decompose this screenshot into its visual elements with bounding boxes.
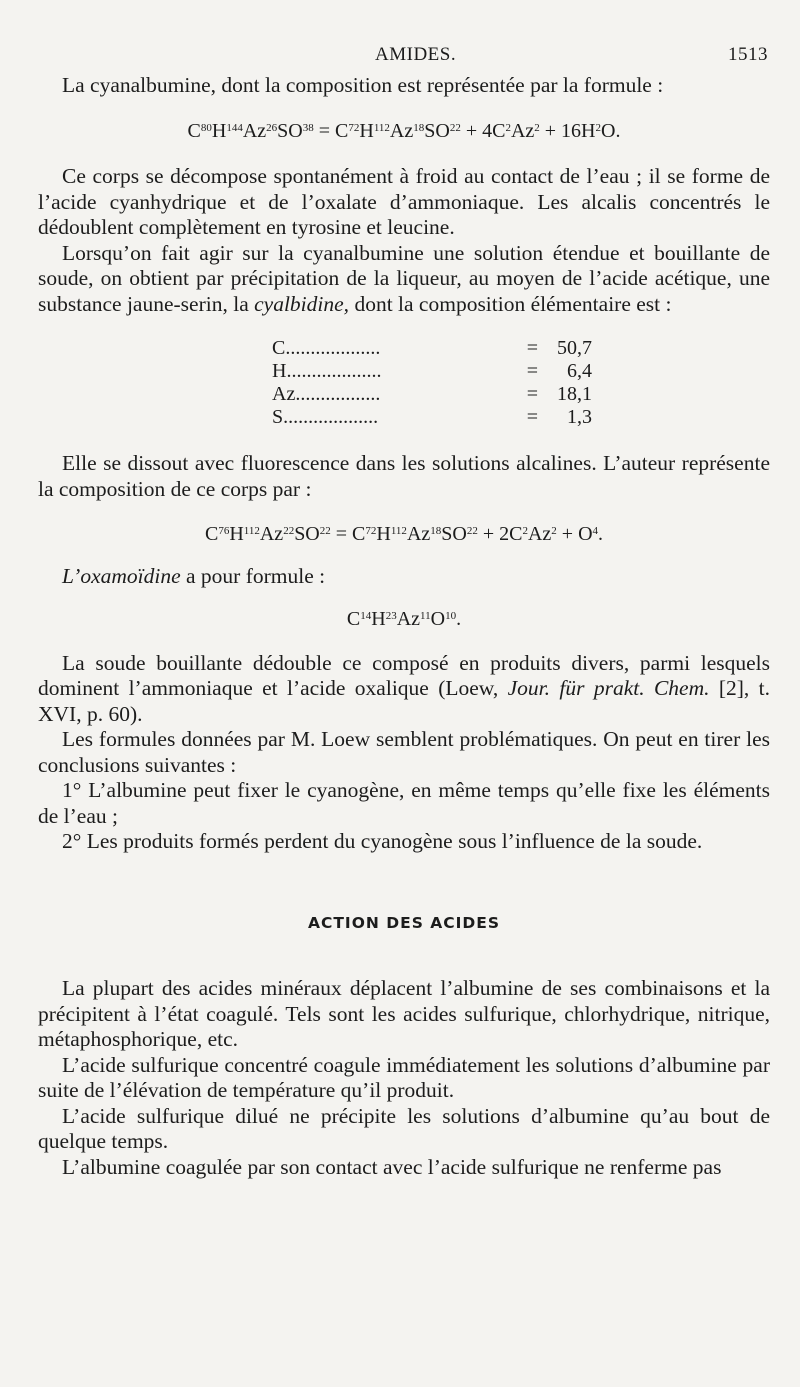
running-title: AMIDES. [375, 44, 457, 65]
paragraph: Elle se dissout avec fluorescence dans les solutions alcalines. L’auteur représente la composition de ce corps par : [38, 451, 770, 501]
paragraph: La soude bouillante dédouble ce composé en produits divers, parmi lesquels dominent l’ammoniaque et l’acide oxalique (Loew, Jour. für prakt. Chem. [2], t. XVI, p. 60). [38, 650, 770, 726]
formula-oxamoidine: $C^{14}H^{23}Az^{11}O^{10}$. [346, 608, 462, 630]
paragraph: L’acide sulfurique concentré coagule immédiatement les solutions d’albumine par suite de l’élévation de température qu’il produit. [38, 1052, 770, 1102]
elemental-analysis [272, 337, 592, 429]
paragraph: L’acide sulfurique dilué ne précipite les solutions d’albumine qu’au bout de quelque temps. [38, 1103, 770, 1153]
paragraph: Les formules données par M. Loew semblent problématiques. On peut en tirer les conclusions suivantes : [38, 727, 770, 777]
analysis-row: C................... = 50,7 [272, 337, 592, 359]
paragraph: 2° Les produits formés perdent du cyanogène sous l’influence de la soude. [62, 829, 703, 853]
paragraph: Lorsqu’on fait agir sur la cyanalbumine une solution étendue et bouillante de soude, on obtient par précipitation de la liqueur, au moyen de l’acide acétique, une substance jaune-serin, la cyalbidine, dont la composition élémentaire est : [38, 240, 770, 316]
paragraph: L’oxamoïdine a pour formule : [62, 563, 326, 588]
section-heading: ACTION DES ACIDES [307, 913, 501, 932]
paragraph: La cyanalbumine, dont la composition est représentée par la formule : [62, 73, 664, 97]
page-number: 1513 [728, 44, 768, 65]
italic-term: L’oxamoïdine [62, 563, 181, 588]
paragraph: Ce corps se décompose spontanément à froid au contact de l’eau ; il se forme de l’acide cyanhydrique et de l’oxalate d’ammoniaque. Les alcalis concentrés le dédoublent complètement en tyrosine et leucine. [38, 164, 770, 239]
citation-title: Jour. für prakt. Chem. [507, 676, 710, 700]
analysis-row: S................... = 1,3 [272, 406, 592, 428]
analysis-row: Az................. = 18,1 [272, 383, 592, 405]
page-header [0, 44, 800, 68]
formula-cyalbidine: $C^{76}H^{112}Az^{22}SO^{22} = C^{72}H^{112}Az^{18}SO^{22} + 2C^2Az^2 + O^4$. [204, 523, 604, 545]
paragraph: L’albumine coagulée par son contact avec l’acide sulfurique ne renferme pas [62, 1154, 722, 1179]
analysis-row: H................... = 6,4 [272, 360, 592, 382]
main-text [38, 73, 770, 1180]
italic-term: cyalbidine, [254, 291, 350, 316]
formula-cyanalbumine: $C^{80}H^{144}Az^{26}SO^{38} = C^{72}H^{112}Az^{18}SO^{22} + 4C^2Az^2 + 16H^2O$. [187, 119, 621, 142]
paragraph: 1° L’albumine peut fixer le cyanogène, en même temps qu’elle fixe les éléments de l’eau ; [38, 778, 770, 828]
paragraph: La plupart des acides minéraux déplacent l’albumine de ses combinaisons et la précipitent à l’état coagulé. Tels sont les acides sulfurique, chlorhydrique, nitrique, métaphosphorique, etc. [38, 976, 770, 1051]
